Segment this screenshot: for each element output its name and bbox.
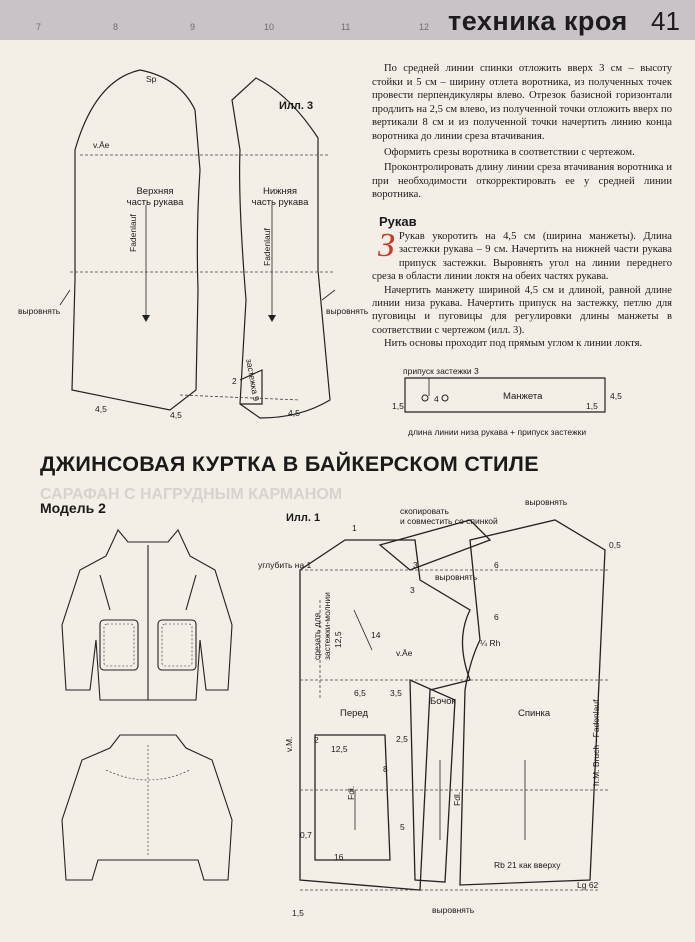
side-piece-outline: [410, 680, 455, 882]
back-label: Спинка: [518, 708, 551, 719]
paragraph: Рукав укоротить на 4,5 см (ширина манжеты). Длина застежки рукава – 9 см. Начертить на нижней части рукава припуск застежки. Выровнять угол на линии переднего среза в области линии локтя на обеих частях рукава.: [372, 231, 672, 283]
sp-mark: Sp: [146, 74, 157, 84]
dimension: 3: [413, 560, 418, 570]
cuff-label: Манжета: [503, 391, 543, 402]
dimension: 4,5: [95, 404, 107, 414]
armhole-label: ¼ Rh: [480, 638, 501, 648]
dimension: 8: [383, 764, 388, 774]
dimension: 4: [434, 394, 439, 404]
grain-label: Fadenlauf: [262, 228, 272, 266]
dimension: 1,5: [586, 401, 598, 411]
rb-label: Rb 21 как вверху: [494, 860, 561, 870]
ruler-number: 12: [419, 22, 430, 32]
deepen-label: углубить на 1: [258, 560, 312, 570]
lg-label: Lg 62: [577, 880, 599, 890]
ruler-number: 8: [113, 22, 119, 32]
illustration-3-label: Илл. 3: [279, 100, 314, 112]
article-title: ДЖИНСОВАЯ КУРТКА В БАЙКЕРСКОМ СТИЛЕ: [40, 452, 539, 476]
ruler-number: 11: [341, 22, 351, 32]
dimension: 12,5: [331, 744, 348, 754]
upper-sleeve-label: Верхняя часть рукава: [126, 186, 184, 208]
side-label: Бочок: [430, 696, 456, 707]
ruler-number: 7: [36, 22, 42, 32]
ruler-number: 10: [264, 22, 275, 32]
dimension: 0,5: [609, 540, 621, 550]
placket-label: застежка 9: [244, 358, 262, 402]
paragraph: По средней линии спинки отложить вверх 3 см – высоту стойки и 5 см – ширину отлета воротника, из полученных точек провести перпендикуляры влево. Отрезок базисной горизонтали продлить на 2,5 см влево, из полученной точки отложить вверх по вертикали 8 см и из полученной точки начертить линию конца воротника до линии среза втачивания.: [372, 63, 672, 142]
dimension: 14: [371, 630, 381, 640]
paragraph: Оформить срезы воротника в соответствии с чертежом.: [384, 146, 635, 158]
dimension: 6: [494, 560, 499, 570]
align-label: выровнять: [432, 905, 475, 915]
dimension: 1,5: [292, 908, 304, 918]
back-piece-outline: [460, 520, 605, 885]
drop-cap: З: [378, 227, 395, 264]
dimension: 1: [352, 523, 357, 533]
vae-mark: v.Äe: [93, 140, 110, 150]
grain-label: Fdl.: [346, 785, 356, 800]
align-label: выровнять: [435, 572, 478, 582]
grain-label: Fadenlauf: [128, 214, 138, 252]
dimension: 3: [410, 585, 415, 595]
dimension: 1,5: [392, 401, 404, 411]
cuff-length-label: длина линии низа рукава + припуск застежки: [408, 427, 587, 437]
dimension: 6,5: [354, 688, 366, 698]
ruler-number: 9: [190, 22, 196, 32]
align-label: выровнять: [18, 306, 61, 316]
dimension: 5: [400, 822, 405, 832]
model-label: Модель 2: [40, 500, 106, 516]
dimension: 6: [494, 612, 499, 622]
dimension: 2: [232, 376, 237, 386]
lower-sleeve-label: Нижняя часть рукава: [251, 186, 309, 208]
dimension: 4,5: [170, 410, 182, 420]
vm-label: v.M.: [284, 736, 294, 752]
illustration-1-label: Илл. 1: [286, 512, 321, 524]
dimension: 4,5: [610, 391, 622, 401]
dimension: 4,5: [288, 408, 300, 418]
paragraph: Начертить манжету шириной 4,5 см и длиной, равной длине линии низа рукава. Начертить припуск на застежку, петлю для пуговицы и пуговицы для регулировки длины манжеты в соответствии с чертежом (илл. 3).: [372, 284, 672, 336]
align-label: выровнять: [326, 306, 369, 316]
copy-note: скопировать и совместить со спинкой: [400, 506, 498, 526]
front-label: Перед: [340, 708, 369, 719]
dimension: 2: [314, 735, 319, 745]
dimension: 0,7: [300, 830, 312, 840]
paragraph: Проконтролировать длину линии среза втачивания воротника и при необходимости откорректировать ее у средней линии воротника.: [372, 162, 672, 201]
paragraph: Нить основы проходит под прямым углом к линии локтя.: [384, 338, 643, 350]
align-label: выровнять: [525, 497, 568, 507]
zip-cut-label: срезать для застежки-молнии: [312, 592, 332, 660]
ghost-title: САРАФАН С НАГРУДНЫМ КАРМАНОМ: [40, 486, 343, 503]
dimension: 12,5: [333, 631, 343, 648]
sleeve-heading: Рукав: [379, 214, 417, 229]
grain-label: Fdl.: [452, 791, 462, 806]
vae-label: v.Äe: [396, 648, 413, 658]
cuff-allowance-label: припуск застежки 3: [403, 366, 479, 376]
collar-outline: [380, 520, 490, 570]
hm-label: h.M. Bruch - Fadenlauf: [591, 699, 601, 786]
dimension: 3,5: [390, 688, 402, 698]
page-number: 41: [651, 6, 680, 36]
dimension: 16: [334, 852, 344, 862]
section-title: техника кроя: [448, 6, 628, 36]
dimension: 2,5: [396, 734, 408, 744]
